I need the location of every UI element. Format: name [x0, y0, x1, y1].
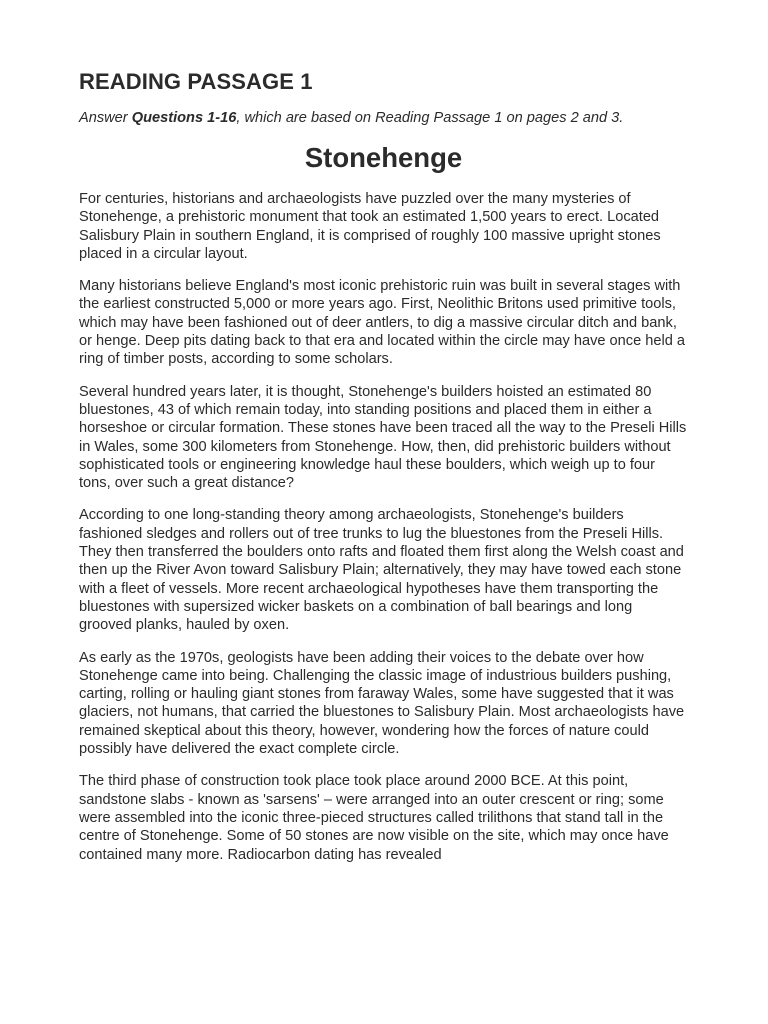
paragraph-6: The third phase of construction took place took place around 2000 BCE. At this point, sandstone slabs - known as 'sarsens' – were arranged into an outer crescent or ring; some were assembled into the iconic three-pieced structures called trilithons that stand tall in the centre of Stonehenge. Some of 50 stones are now visible on the site, which may once have contained many more. Radiocarbon dating has revealed: [79, 773, 669, 863]
instruction-questions: Questions 1-16: [131, 110, 237, 126]
passage-title: Stonehenge: [304, 142, 463, 173]
paragraph-5: As early as the 1970s, geologists have been adding their voices to the debate over how Stonehenge came into being. Challenging the classic image of industrious builders pushing, carting, rolling or hauling giant stones from faraway Wales, some have suggested that it was glaciers, not humans, that carried the bluestones to Salisbury Plain. Most archaeologists have remained skeptical about this theory, however, wondering how the forces of nature could possibly have delivered the exact complete circle.: [79, 649, 685, 758]
passage-body: [79, 190, 688, 864]
instruction-prefix: Answer: [79, 110, 132, 126]
paragraph-2: Many historians believe England's most iconic prehistoric ruin was built in several stages with the earliest constructed 5,000 or more years ago. First, Neolithic Britons used primitive tools, which may have been fashioned out of deer antlers, to dig a massive circular ditch and bank, or henge. Deep pits dating back to that era and located within the circle may have once held a ring of timber posts, according to some scholars.: [79, 278, 686, 368]
instruction-suffix: , which are based on Reading Passage 1 on pages 2 and 3.: [236, 110, 624, 126]
section-heading: READING PASSAGE 1: [79, 69, 313, 94]
paragraph-1: For centuries, historians and archaeologists have puzzled over the many mysteries of Stonehenge, a prehistoric monument that took an estimated 1,500 years to erect. Located Salisbury Plain in southern England, it is comprised of roughly 100 massive upright stones placed in a circular layout.: [79, 191, 661, 262]
paragraph-4: According to one long-standing theory among archaeologists, Stonehenge's builders fashioned sledges and rollers out of tree trunks to lug the bluestones from the Preseli Hills. They then transferred the boulders onto rafts and floated them first along the Welsh coast and then up the River Avon toward Salisbury Plain; alternatively, they may have towed each stone with a fleet of vessels. More recent archaeological hypotheses have them transporting the bluestones with supersized wicker baskets on a combination of ball bearings and long grooved planks, hauled by oxen.: [79, 507, 684, 634]
paragraph-3: Several hundred years later, it is thought, Stonehenge's builders hoisted an estimated 80 bluestones, 43 of which remain today, into standing positions and placed them in either a horseshoe or circular formation. These stones have been traced all the way to the Preseli Hills in Wales, some 300 kilometers from Stonehenge. How, then, did prehistoric builders without sophisticated tools or engineering knowledge haul these boulders, which weigh up to four tons, over such a great distance?: [79, 383, 687, 492]
instruction-text: [79, 108, 688, 128]
